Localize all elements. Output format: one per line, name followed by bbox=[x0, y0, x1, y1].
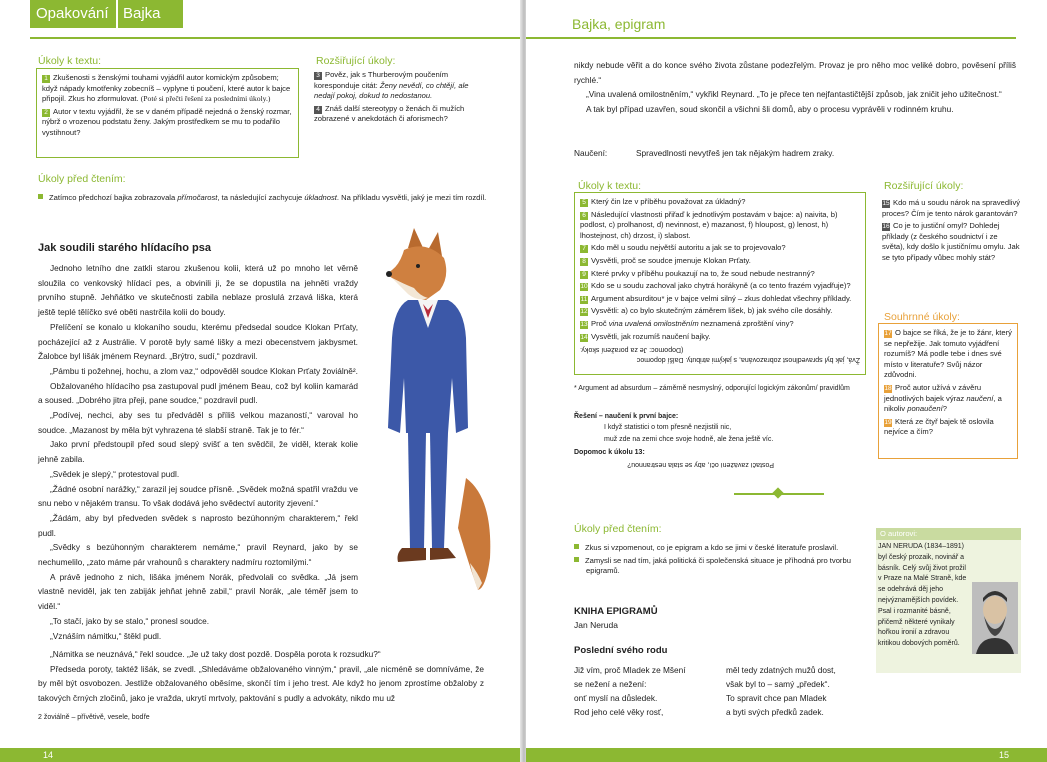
section-title-ukoly: Úkoly k textu: bbox=[38, 55, 102, 67]
task-text: Co je to justiční omyl? Dohledej příklady (z českého soudnictví i ze světa), kdy došlo k justičnímu omylu. Jak se tyto případy vůbec mohly stát? bbox=[882, 221, 1020, 262]
poem-column-2 bbox=[726, 663, 836, 719]
author-box-title: O autorovi: bbox=[876, 528, 1021, 540]
story-text-wide bbox=[38, 647, 484, 707]
text-italic: přímočarost bbox=[177, 193, 218, 202]
task-note: (Poté si přečti řešení za posledními úkoly.) bbox=[140, 94, 271, 104]
task-number: 14 bbox=[580, 333, 588, 341]
text-part: , ta následující zachycuje bbox=[217, 193, 305, 202]
poem-line: Již vím, proč Mladek ze Mšení bbox=[574, 665, 686, 675]
task-number: 15 bbox=[882, 200, 890, 207]
task-number: 19 bbox=[884, 418, 892, 426]
task-text: Autor v textu vyjádřil, že se v daném případě nejedná o ženský rozmar, nýbrž o vrozenou podstatu ženy. Jakým prostředkem se mu to podařilo vystihnout? bbox=[42, 106, 292, 137]
list-item bbox=[574, 543, 864, 554]
task-number: 12 bbox=[580, 308, 588, 316]
text-part: Zatímco předchozí bajka zobrazovala bbox=[49, 193, 178, 202]
story-title: Jak soudili starého hlídacího psa bbox=[38, 242, 211, 254]
left-page bbox=[0, 0, 522, 762]
section-tab: Bajka bbox=[118, 0, 183, 28]
ukoly-box bbox=[574, 192, 866, 375]
reseni-line: I když statistici o tom přesně nezjistili nic, bbox=[604, 424, 732, 431]
paragraph: „Žádám, aby byl předveden svědek s naprosto bezúhonným charakterem,“ řekl pudl. bbox=[38, 512, 358, 538]
task-text: Kdo se u soudu zachoval jako chytrá horákyně (a co tento frazém vyjadřuje)? bbox=[591, 281, 851, 291]
poem-column-1 bbox=[574, 663, 686, 719]
paragraph: „Vina uvalená omilostněním,“ vykřikl Reynard. „To je přece ten nejfantastičtější způsob, jak zničit jeho užitečnost.“ bbox=[586, 89, 1002, 100]
portrait-icon bbox=[972, 582, 1018, 654]
book-title: KNIHA EPIGRAMŮ bbox=[574, 606, 658, 617]
dopomoc-text: Postačí zavážení očí, aby se stala nestrannou? bbox=[627, 461, 774, 468]
task-text: Proč autor užívá v závěru jednotlivých bajek výraz bbox=[884, 382, 982, 403]
task-text: Vysvětli, jak rozumíš naučení bajky. bbox=[591, 331, 711, 341]
bullet-icon bbox=[574, 557, 579, 562]
bullet-icon bbox=[574, 544, 579, 549]
header-rule bbox=[30, 37, 522, 39]
task-text: Které prvky v příběhu poukazují na to, že soud nebude nestranný? bbox=[591, 268, 815, 278]
poem-line: však byl to – samý „předek“. bbox=[726, 679, 830, 689]
dopomoc-label: Dopomoc k úkolu 13: bbox=[574, 449, 645, 456]
section-title-pred-ctenim: Úkoly před čtením: bbox=[574, 523, 662, 535]
paragraph: Jako první předstoupil před soud slepý svišť a ten svědčil, že viděl, kterak kolie jehně zabila. bbox=[38, 439, 358, 465]
task-number: 6 bbox=[580, 212, 588, 220]
item-text: Zkus si vzpomenout, co je epigram a kdo se jimi v české literatuře proslavil. bbox=[585, 543, 839, 552]
paragraph: „Svědky s bezúhonným charakterem nemáme,“ pravil Reynard, jako by se nechumelilo, „zato máme pár vrahounů s charaktery nadmíru roztomilými.“ bbox=[38, 542, 358, 568]
task-text: ? bbox=[942, 404, 947, 414]
task-number: 17 bbox=[884, 330, 892, 337]
task-number: 11 bbox=[580, 295, 588, 303]
task-text: Pověz, jak s Thurberovým poučením koresponduje citát: bbox=[314, 70, 449, 90]
task-italic: naučení bbox=[966, 393, 994, 403]
rozsirujici-list bbox=[882, 198, 1022, 264]
poem-line: onť myslí na důsledek. bbox=[574, 693, 658, 703]
task-text: O bajce se říká, že je to žánr, který se nepřežije. Jak tomuto vyjádření rozumíš? Má podle tebe i dnes své místo v literatuře? Svůj názor zdůvodni. bbox=[884, 328, 1012, 380]
header-rule bbox=[526, 37, 1016, 39]
author-text bbox=[878, 542, 1018, 654]
task-number: 3 bbox=[314, 72, 322, 80]
text-part: . Na příkladu vysvětli, jaký je mezi tím rozdíl. bbox=[336, 193, 487, 202]
paragraph: A právě jednoho z nich, lišáka jménem Norák, předvolali co svědka. „Já jsem vlastně neviděl, jak ten zabiják jehňat jehně zabil,“ pravil Norák, „ale téměř jsem to viděl.“ bbox=[38, 571, 358, 612]
story-ending bbox=[574, 58, 1016, 117]
task-text: Zkušenosti s ženskými touhami vyjádřil autor komickým způsobem; když nápady kmotřenky zobecníš – vyplyne ti poučení, které autor k bajce připojil. Zkus ho zformulovat. bbox=[42, 73, 291, 104]
page-number: 15 bbox=[992, 748, 1016, 762]
task-text: , a nikoliv bbox=[884, 393, 1002, 414]
author-bio: JAN NERUDA (1834–1891) byl český prozaik, novinář a básník. Celý svůj život prožil v Praze na Malé Straně, kde se odehrává děj jeho nejvýznamějších povídek. Psal i rozmanité básně, přičemž některé vynikaly hořkou ironií a zdravou kritikou dobových poměrů. bbox=[878, 543, 967, 648]
task-text: Následující vlastnosti přiřaď k jednotlivým postavám v bajce: a) naivita, b) podlost, c) prolhanost, d) nevinnost, e) mazanost, f) hloupost, g) lenost, h) lhostejnost, ch) drzost, i) slabost. bbox=[580, 209, 838, 240]
task-italic: ponaučení bbox=[907, 404, 943, 414]
upside-down-hint bbox=[580, 344, 860, 364]
task-italic: vina uvalená omilostněním bbox=[608, 318, 699, 328]
poem-line: Rod jeho celé věky rosť, bbox=[574, 707, 664, 717]
task-number: 1 bbox=[42, 75, 50, 83]
page-number: 14 bbox=[36, 748, 60, 762]
paragraph: „Žádné osobní narážky,“ zarazil jej soudce přísně. „Svědek možná spatřil vraždu ve snu nebo v nějakém transu. To však dodává jeho svědectví autority zjevení.“ bbox=[38, 483, 358, 509]
task-number: 16 bbox=[882, 223, 890, 231]
poem-line: se nežení a nežení: bbox=[574, 679, 647, 689]
book-author: Jan Neruda bbox=[574, 620, 618, 630]
task-number: 5 bbox=[580, 199, 588, 207]
text-italic: úkladnost bbox=[304, 193, 337, 202]
section-title-rozsirujici: Rozšiřující úkoly: bbox=[316, 55, 396, 67]
quote-text: Ženy nevědí, co chtějí, ale nedají pokoj, dokud to nedostanou. bbox=[314, 80, 469, 101]
task-text: Která ze čtyř bajek tě oslovila nejvíce a čím? bbox=[884, 416, 994, 437]
list-item bbox=[574, 556, 864, 577]
poem-line: a byti svých předků zadek. bbox=[726, 707, 824, 717]
ukoly-box bbox=[36, 68, 299, 158]
task-text: Vysvětli, proč se soudce jmenuje Klokan Prťaty. bbox=[591, 255, 751, 265]
poem-title: Poslední svého rodu bbox=[574, 645, 668, 656]
fox-in-suit-illustration bbox=[378, 228, 518, 598]
paragraph: „Svědek je slepý,“ protestoval pudl. bbox=[50, 468, 180, 479]
paragraph: „Vznáším námitku,“ štěkl pudl. bbox=[50, 630, 162, 641]
task-text: Proč bbox=[591, 318, 609, 328]
paragraph: A tak byl případ uzavřen, soud skončil a všichni šli domů, aby o procesu vyprávěli v rodinném kruhu. bbox=[586, 104, 954, 115]
task-number: 4 bbox=[314, 106, 322, 114]
paragraph: Obžalovaného hlídacího psa zastupoval pudl jménem Beau, což byl koliin kamarád a soused. „Dobrého jitra přeji, pane soudce,“ pozdravil pudl. bbox=[38, 380, 358, 406]
author-box bbox=[876, 528, 1021, 673]
paragraph: „Podívej, nechci, aby ses tu předváděl s příliš velkou mazaností,“ varoval ho soudce. „Mazanost by měla být vyhrazena té slabší straně. Tak je to fér.“ bbox=[38, 410, 358, 435]
task-number: 18 bbox=[884, 384, 892, 392]
section-title-rozsirujici: Rozšiřující úkoly: bbox=[884, 180, 964, 192]
task-number: 10 bbox=[580, 283, 588, 291]
reseni-line: muž zde na zemi chce svoje hodně, ale žena ještě víc. bbox=[604, 436, 774, 443]
paragraph: Jednoho letního dne zatkli starou zkušenou kolii, která už po mnoho let věrně sloužila co venkovský hlídací pes, a obvinili ji, že se dopustila na jehněti vraždy prvního stupně. Jehňátko ve skutečnosti zabila neblaze proslulá zrzavá liška, která ještě teplé tělíčko své oběti nastrčila kolii do boudy. bbox=[38, 263, 358, 318]
nauceni-label: Naučení: bbox=[574, 148, 608, 158]
paragraph: nikdy nebude věřit a do konce svého života zůstane podezřelým. Provaz je pro něho moc veliké dobro, pověsení příliš rychlé.“ bbox=[574, 60, 1016, 85]
task-text: Argument absurditou* je v bajce velmi silný – zkus dohledat všechny příklady. bbox=[591, 293, 852, 303]
story-text-narrow bbox=[38, 261, 358, 643]
right-page bbox=[526, 0, 1047, 762]
task-number: 8 bbox=[580, 258, 588, 266]
hint-line: (Dopomoc: Je za poražení skoky. bbox=[580, 346, 684, 354]
poem-line: To spravit chce pan Mladek bbox=[726, 693, 827, 703]
item-text: Zamysli se nad tím, jaká politická či společenská situace je příhodná pro tvorbu epigramů. bbox=[585, 555, 851, 576]
task-text: Kdo měl u soudu největší autoritu a jak se to projevovalo? bbox=[591, 243, 786, 253]
task-text: Kdo má u soudu nárok na spravedlivý proces? Čím je tento nárok garantován? bbox=[882, 198, 1021, 218]
paragraph: „Pámbu ti požehnej, hochu, a zlom vaz,“ odpověděl soudce Klokan Prťaty žoviálně². bbox=[50, 365, 358, 376]
reseni-label: Řešení – naučení k první bajce: bbox=[574, 413, 679, 420]
nauceni-text: Spravedlnosti nevytřeš jen tak nějakým hadrem zraky. bbox=[636, 148, 835, 158]
task-text: neznamená zproštění viny? bbox=[698, 318, 794, 328]
task-number: 7 bbox=[580, 245, 588, 253]
rozsirujici-list bbox=[314, 70, 484, 125]
paragraph: „Námitka se neuznává,“ řekl soudce. „Je už taky dost pozdě. Dospěla porota k rozsudku?“ bbox=[50, 649, 381, 659]
section-title-ukoly: Úkoly k textu: bbox=[578, 180, 642, 192]
hint-line: Žvá, jak byl spravedlnost zobrazována, s jakými atributy. Další dopomoc bbox=[636, 356, 860, 364]
paragraph: Přelíčení se konalo u klokaního soudu, kterému předsedal soudce Klokan Prťaty, pocházející až z Austrálie. V porotě byly samé lišky a mezi obecenstvem jakbysmet. Žalobce byl lišák jménem Reynard. „Brýtro, sudí,“ pozdravil. bbox=[38, 321, 358, 362]
bullet-icon bbox=[38, 194, 43, 199]
section-title-souhrnne: Souhrnné úkoly: bbox=[884, 311, 960, 323]
task-text: Který čin lze v příběhu považovat za úkladný? bbox=[591, 197, 746, 206]
task-number: 2 bbox=[42, 109, 50, 117]
argument-footnote: * Argument ad absurdum – záměrně nesmyslný, odporující logickým zákonům/ pravidlům bbox=[574, 385, 850, 392]
footnote: 2 žoviálně – přívětivě, vesele, bodře bbox=[38, 714, 150, 721]
footer-bar bbox=[0, 748, 522, 762]
section-title-pred-ctenim: Úkoly před čtením: bbox=[38, 173, 126, 185]
divider-diamond bbox=[772, 487, 783, 498]
footer-bar bbox=[526, 748, 1047, 762]
task-text: Znáš další stereotypy o ženách či mužích zobrazené v anekdotách či aforismech? bbox=[314, 103, 465, 124]
task-text: Vysvětli: a) co bylo skutečným záměrem lišek, b) jak svého cíle dosáhly. bbox=[591, 306, 833, 316]
page-header-title: Bajka, epigram bbox=[572, 16, 666, 32]
paragraph: „To stačí, jako by se stalo,“ pronesl soudce. bbox=[50, 615, 210, 626]
poem-line: měl tedy zdatných mužů dost, bbox=[726, 665, 836, 675]
task-number: 13 bbox=[580, 320, 588, 328]
task-number: 9 bbox=[580, 271, 588, 279]
pred-ctenim-item bbox=[38, 193, 490, 204]
chapter-tab: Opakování bbox=[30, 0, 116, 28]
pred-ctenim-list bbox=[574, 543, 864, 577]
paragraph: Předseda poroty, taktéž lišák, se zvedl. „Shledáváme obžalovaného vinným,“ pravil, „ale nicméně se domníváme, že by měl být osvobozen. Jestliže obžalovaného oběsíme, skončí tím i jeho trest. Ale když ho jenom zprostíme obžaloby z takových črných zločinů, jako je vražda, ukrytí mrtvoly, paktování s pudly a advokáty, nikdo mu už bbox=[38, 663, 484, 704]
souhrnne-box bbox=[878, 323, 1018, 459]
author-portrait bbox=[972, 582, 1018, 654]
